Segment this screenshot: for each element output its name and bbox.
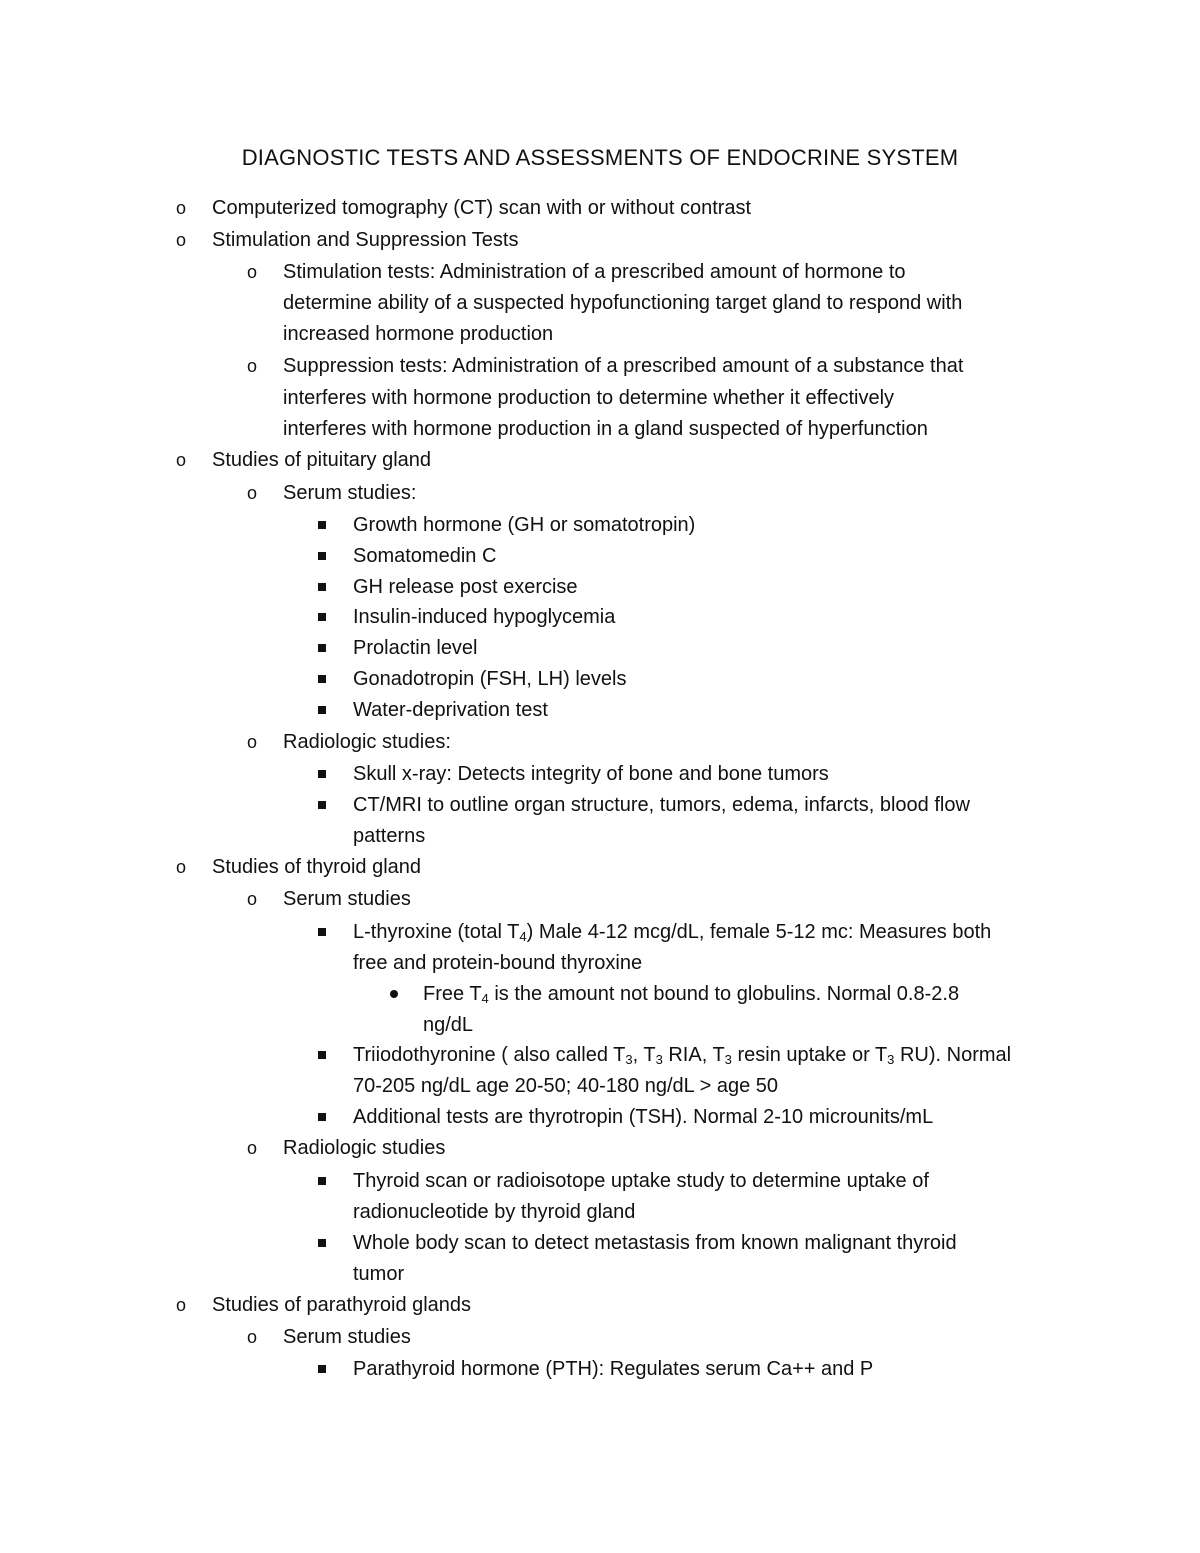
list-item: Radiologic studies: [283,731,451,753]
square-bullet [318,1177,326,1185]
list-item-continuation: ng/dL [423,1014,474,1036]
text-run: Triiodothyronine ( also called T [353,1044,626,1066]
square-bullet [318,801,326,809]
square-bullet [318,521,326,529]
subscript: 3 [724,1052,732,1067]
square-bullet [318,613,326,621]
text-run: Free T [423,983,482,1005]
square-bullet [318,552,326,560]
subscript: 3 [625,1052,633,1067]
list-item: Gonadotropin (FSH, LH) levels [353,668,627,690]
subscript: 3 [655,1052,663,1067]
circle-bullet: o [176,450,187,470]
circle-bullet: o [247,1138,258,1158]
list-item: Stimulation and Suppression Tests [212,229,519,251]
list-item: Stimulation tests: Administration of a prescribed amount of hormone to [283,261,906,283]
list-item: GH release post exercise [353,576,578,598]
subscript: 4 [481,991,489,1006]
list-item: Prolactin level [353,637,478,659]
square-bullet [318,644,326,652]
list-item: Whole body scan to detect metastasis from known malignant thyroid [353,1232,957,1254]
circle-bullet: o [247,1327,258,1347]
circle-bullet: o [176,230,187,250]
square-bullet [318,1239,326,1247]
list-item: Growth hormone (GH or somatotropin) [353,514,696,536]
list-item-continuation: interferes with hormone production to determine whether it effectively [283,387,895,409]
subscript: 4 [519,929,527,944]
list-item: Insulin-induced hypoglycemia [353,606,616,628]
circle-bullet: o [247,889,258,909]
list-item-continuation: increased hormone production [283,323,554,345]
circle-bullet: o [247,356,258,376]
list-item: Studies of parathyroid glands [212,1294,472,1316]
list-item: Suppression tests: Administration of a prescribed amount of a substance that [283,355,964,377]
square-bullet [318,928,326,936]
list-item: Somatomedin C [353,545,497,567]
list-item [423,979,959,1010]
list-item-continuation: radionucleotide by thyroid gland [353,1201,636,1223]
list-item-continuation: free and protein-bound thyroxine [353,952,643,974]
list-item-continuation: determine ability of a suspected hypofunctioning target gland to respond with [283,292,963,314]
square-bullet [318,770,326,778]
list-item: Radiologic studies [283,1137,446,1159]
circle-bullet: o [247,732,258,752]
list-item: Thyroid scan or radioisotope uptake study to determine uptake of [353,1170,929,1192]
list-item-continuation: interferes with hormone production in a gland suspected of hyperfunction [283,418,928,440]
page-title: DIAGNOSTIC TESTS AND ASSESSMENTS OF ENDOCRINE SYSTEM [241,145,959,170]
list-item: Parathyroid hormone (PTH): Regulates serum Ca++ and P [353,1358,874,1380]
list-item: Additional tests are thyrotropin (TSH). Normal 2-10 microunits/mL [353,1106,934,1128]
list-item: Water-deprivation test [353,699,548,721]
round-bullet [390,990,398,998]
list-item: Serum studies [283,1326,411,1348]
circle-bullet: o [176,857,187,877]
text-run: , T [632,1044,656,1066]
text-run: RIA, T [662,1044,725,1066]
list-item-continuation: 70-205 ng/dL age 20-50; 40-180 ng/dL > age 50 [353,1075,778,1097]
square-bullet [318,583,326,591]
square-bullet [318,675,326,683]
text-run: ) Male 4-12 mcg/dL, female 5-12 mc: Measures both [526,921,992,943]
text-run: L-thyroxine (total T [353,921,520,943]
list-item: CT/MRI to outline organ structure, tumors, edema, infarcts, blood flow [353,794,970,816]
list-item: Computerized tomography (CT) scan with or without contrast [212,197,752,219]
list-item [353,1040,1011,1071]
square-bullet [318,1113,326,1121]
text-run: is the amount not bound to globulins. Normal 0.8-2.8 [488,983,960,1005]
circle-bullet: o [247,483,258,503]
subscript: 3 [887,1052,895,1067]
text-run: RU). Normal [894,1044,1012,1066]
list-item-continuation: tumor [353,1263,405,1285]
circle-bullet: o [176,1295,187,1315]
list-item: Studies of thyroid gland [212,856,422,878]
list-item-continuation: patterns [353,825,426,847]
list-item: Studies of pituitary gland [212,449,432,471]
circle-bullet: o [247,262,258,282]
square-bullet [318,1051,326,1059]
list-item: Serum studies [283,888,411,910]
text-run: resin uptake or T [731,1044,888,1066]
list-item [353,917,991,948]
square-bullet [318,706,326,714]
list-item: Skull x-ray: Detects integrity of bone and bone tumors [353,763,829,785]
circle-bullet: o [176,198,187,218]
square-bullet [318,1365,326,1373]
list-item: Serum studies: [283,482,417,504]
